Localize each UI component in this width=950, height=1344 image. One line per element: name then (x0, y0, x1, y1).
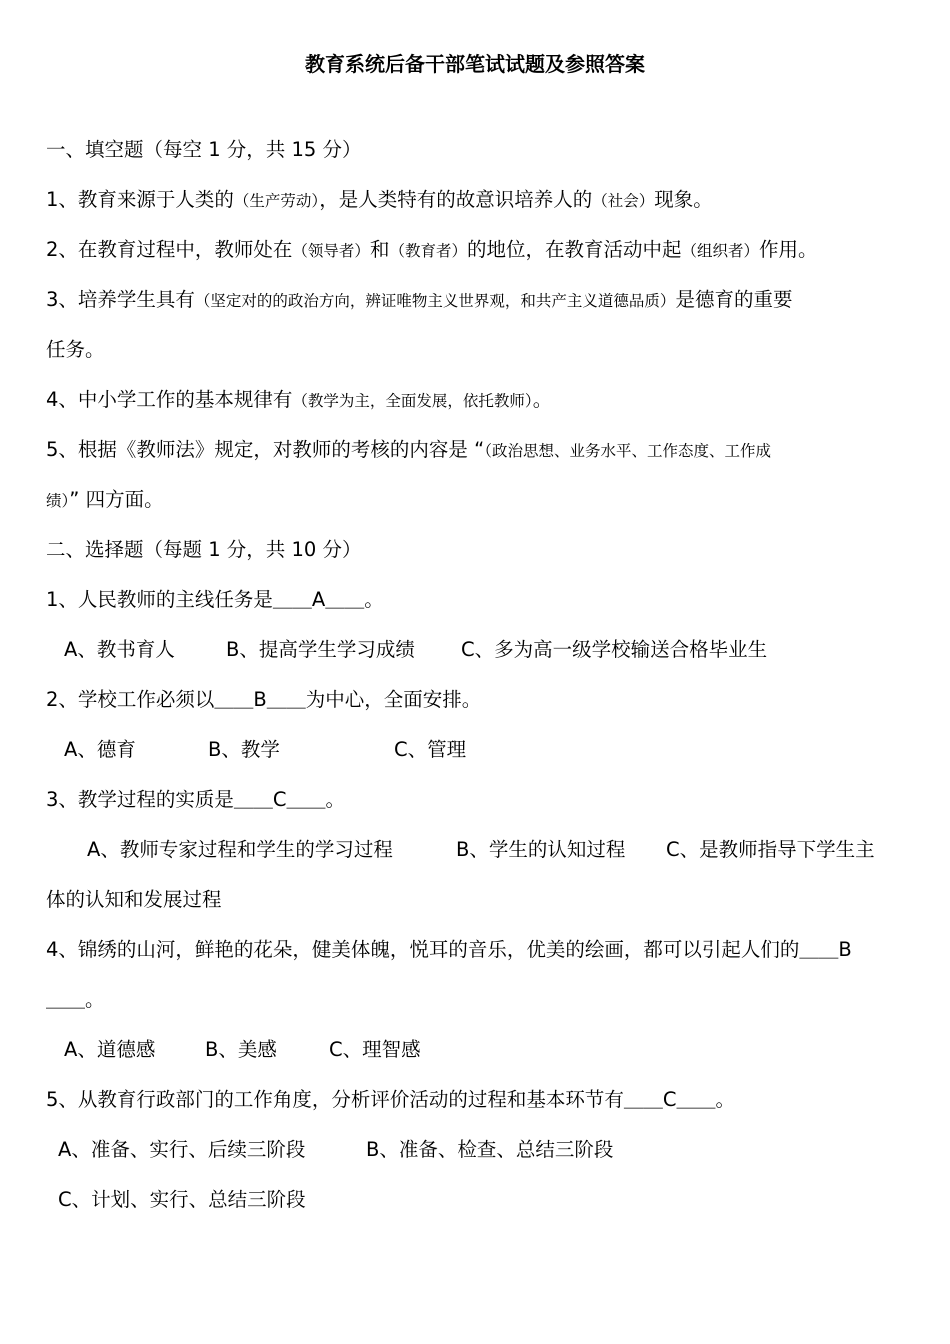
q4-text-c: 。 (532, 388, 553, 411)
fill-question-3-cont: 任务。 (46, 338, 105, 361)
choice-question-5-option-a: A、准备、实行、后续三阶段 (58, 1138, 306, 1161)
choice-question-1-stem: 1、人民教师的主线任务是＿＿A＿＿。 (46, 588, 384, 611)
q3-text-a: 3、培养学生具有 (46, 288, 195, 311)
choice-question-1-option-a: A、教书育人 (64, 638, 175, 661)
q4-answer: （教学为主，全面发展，依托教师） (292, 392, 533, 410)
choice-question-4-option-b: B、美感 (205, 1038, 277, 1061)
choice-question-3-option-c-cont: 体的认知和发展过程 (46, 888, 222, 911)
choice-question-2-stem: 2、学校工作必须以＿＿B＿＿为中心，全面安排。 (46, 688, 482, 711)
q2-answer-3: （组织者） (681, 242, 759, 260)
q5-text-a: 5、根据《教师法》规定，对教师的考核的内容是 “ (46, 438, 485, 461)
choice-question-2-option-b: B、教学 (208, 738, 280, 761)
q2-answer-1: （领导者） (292, 242, 370, 260)
choice-question-1-option-c: C、多为高一级学校输送合格毕业生 (461, 638, 768, 661)
q1-answer-1: （生产劳动） (233, 192, 320, 210)
q5-answer: （政治思想、业务水平、工作态度、工作成 (484, 442, 771, 460)
q1-answer-2: （社会） (592, 192, 655, 210)
q2-text-a: 2、在教育过程中，教师处在 (46, 238, 293, 261)
q3-answer: （坚定对的的政治方向，辨证唯物主义世界观，和共产主义道德品质） (194, 292, 676, 310)
q2-text-c: 和 (369, 238, 390, 261)
choice-question-3-option-c: C、是教师指导下学生主 (666, 838, 875, 861)
choice-question-3-option-b: B、学生的认知过程 (456, 838, 626, 861)
choice-question-5-stem: 5、从教育行政部门的工作角度，分析评价活动的过程和基本环节有＿＿C＿＿。 (46, 1088, 736, 1111)
choice-question-1-option-b: B、提高学生学习成绩 (226, 638, 415, 661)
choice-question-4-stem: 4、锦绣的山河，鲜艳的花朵，健美体魄，悦耳的音乐，优美的绘画，都可以引起人们的＿＿B (46, 938, 852, 961)
choice-question-3-option-a: A、教师专家过程和学生的学习过程 (87, 838, 393, 861)
q5-answer-cont: 绩） (46, 492, 70, 510)
section1-heading: 一、填空题（每空 1 分，共 15 分） (46, 138, 362, 161)
q3-text-c: 是德育的重要 (675, 288, 793, 311)
choice-question-5-option-c: C、计划、实行、总结三阶段 (58, 1188, 306, 1211)
q5-text-d: ” 四方面。 (69, 488, 164, 511)
fill-question-5-cont (46, 486, 164, 515)
fill-question-4 (46, 386, 552, 415)
choice-question-4-option-c: C、理智感 (329, 1038, 421, 1061)
fill-question-5 (46, 436, 771, 465)
document-title: 教育系统后备干部笔试试题及参照答案 (305, 52, 645, 76)
choice-question-2-option-a: A、德育 (64, 738, 136, 761)
q2-text-g: 作用。 (759, 238, 818, 261)
q1-text-e: 现象。 (654, 188, 713, 211)
fill-question-3 (46, 286, 792, 315)
choice-question-3-stem: 3、教学过程的实质是＿＿C＿＿。 (46, 788, 346, 811)
choice-question-4-option-a: A、道德感 (64, 1038, 156, 1061)
choice-question-4-stem-cont: ＿＿。 (46, 988, 105, 1011)
q1-text-c: ，是人类特有的故意识培养人的 (319, 188, 593, 211)
fill-question-1 (46, 186, 713, 215)
choice-question-5-option-b: B、准备、检查、总结三阶段 (366, 1138, 614, 1161)
choice-question-2-option-c: C、管理 (394, 738, 467, 761)
fill-question-2 (46, 236, 818, 265)
q4-text-a: 4、中小学工作的基本规律有 (46, 388, 293, 411)
q2-answer-2: （教育者） (389, 242, 467, 260)
section2-heading: 二、选择题（每题 1 分，共 10 分） (46, 538, 362, 561)
q2-text-e: 的地位，在教育活动中起 (466, 238, 682, 261)
q1-text-a: 1、教育来源于人类的 (46, 188, 234, 211)
